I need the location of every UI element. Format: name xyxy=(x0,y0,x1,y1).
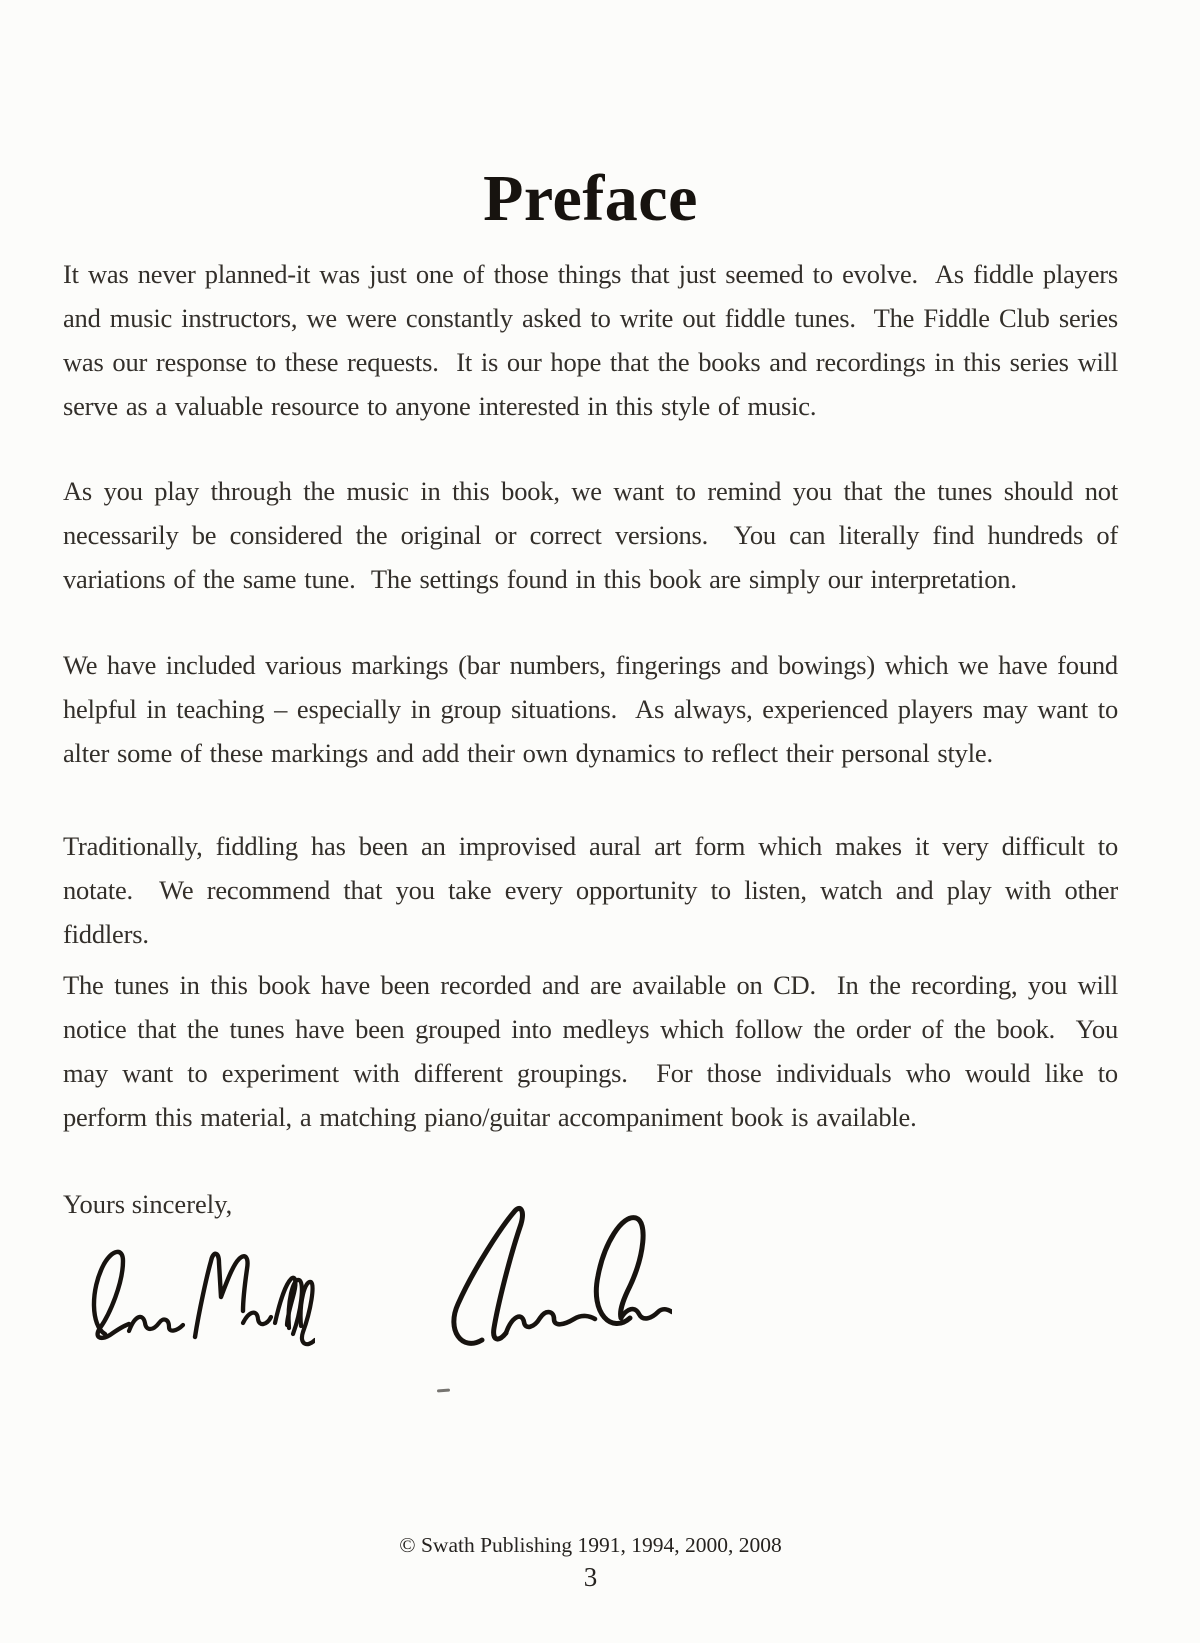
scan-stray-mark xyxy=(437,1389,450,1393)
paragraph-3: We have included various markings (bar numbers, fingerings and bowings) which we have found helpful in teaching – especially in group situations. As always, experienced players may want to alter some of these markings and add their own dynamics to reflect their personal style. xyxy=(63,650,1126,768)
paragraph-4: Traditionally, fiddling has been an improvised aural art form which makes it very difficult to notate. We recommend that you take every opportunity to listen, watch and play with other fiddlers. xyxy=(63,831,1126,949)
paragraph-1: It was never planned-it was just one of those things that just seemed to evolve. As fiddle players and music instructors, we were constantly asked to write out fiddle tunes. The Fiddle Club series was our response to these requests. It is our hope that the books and recordings in this series will serve as a valuable resource to anyone interested in this style of music. xyxy=(63,259,1126,421)
paragraph-5: The tunes in this book have been recorded and are available on CD. In the recording, you will notice that the tunes have been grouped into medleys which follow the order of the book. You may want to experiment with different groupings. For those individuals who would like to perform this material, a matching piano/guitar accompaniment book is available. xyxy=(63,970,1126,1132)
signature-dean-marshall xyxy=(85,1240,315,1352)
copyright-line: © Swath Publishing 1991, 1994, 2000, 2008 xyxy=(399,1533,782,1557)
page-title: Preface xyxy=(483,162,698,236)
paragraph-2: As you play through the music in this book, we want to remind you that the tunes should not necessarily be considered the original or correct versions. You can literally find hundreds of variations of the same tune. The settings found in this book are simply our interpretation. xyxy=(63,476,1126,594)
signature-john-cyr xyxy=(432,1200,672,1355)
closing-salutation: Yours sincerely, xyxy=(63,1189,233,1219)
page-number: 3 xyxy=(583,1562,598,1592)
